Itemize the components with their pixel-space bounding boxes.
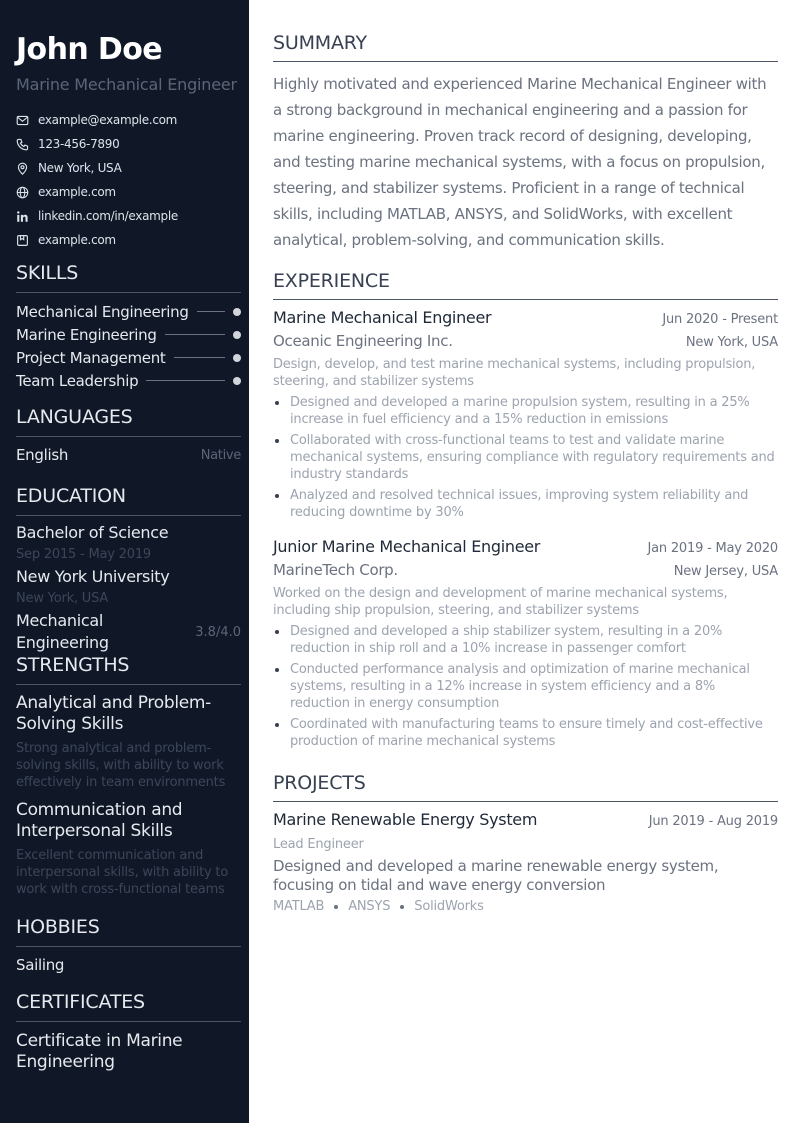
languages-title: LANGUAGES [16,406,133,428]
strength-item [16,800,241,898]
strength-title: Analytical and Problem-Solving Skills [16,693,212,734]
education-title: EDUCATION [16,485,126,507]
job-dates: Jan 2019 - May 2020 [647,541,778,556]
contact-phone-text: 123-456-7890 [38,137,120,151]
contact-portfolio[interactable] [16,228,241,252]
job-company: Oceanic Engineering Inc. [273,332,453,350]
language-name: English [16,446,69,464]
experience-divider [273,299,778,300]
education-section [16,482,241,654]
education-dates: Sep 2015 - May 2019 [16,547,151,562]
education-school: New York University [16,567,170,586]
skill-line [146,380,225,381]
skill-item [16,346,241,369]
contact-email[interactable] [16,108,241,132]
skill-line [165,334,225,335]
skill-dot [233,354,241,362]
tag-separator [334,905,338,909]
contact-linkedin[interactable] [16,204,241,228]
achievement-item: Collaborated with cross-functional teams to test and validate marine mechanical systems, ensuring compliance with regulatory requirements and industry standards [273,432,778,483]
skill-item [16,323,241,346]
contact-email-text: example@example.com [38,113,178,127]
job-achievements [273,394,778,521]
skills-divider [16,292,241,293]
contact-website-text: example.com [38,185,116,199]
job-achievements [273,623,778,750]
languages-section [16,403,241,467]
skills-title: SKILLS [16,262,79,284]
contact-portfolio-text: example.com [38,233,116,247]
strength-desc: Excellent communication and interpersonal skills, with ability to work with cross-functional teams [16,848,229,897]
contact-website[interactable] [16,180,241,204]
education-degree: Bachelor of Science [16,523,169,542]
experience-item [273,537,778,754]
candidate-headline: Marine Mechanical Engineer [16,75,237,94]
achievement-item: Coordinated with manufacturing teams to ensure timely and cost-effective production of marine mechanical systems [273,716,778,750]
skill-dot [233,377,241,385]
certificates-title: CERTIFICATES [16,991,145,1013]
phone-icon [16,138,29,151]
certificate-item: Certificate in Marine Engineering [16,1031,183,1072]
skill-line [197,311,225,312]
strengths-section [16,651,241,898]
language-level: Native [200,447,241,463]
contact-location-text: New York, USA [38,161,122,175]
achievement-item: Designed and developed a ship stabilizer system, resulting in a 20% reduction in ship roll and a 10% increase in passenger comfort [273,623,778,657]
strengths-divider [16,684,241,685]
contact-location [16,156,241,180]
skill-label: Team Leadership [16,372,146,390]
achievement-item: Conducted performance analysis and optimization of marine mechanical systems, resulting in a 12% increase in system efficiency and a 8% reduction in energy consumption [273,661,778,712]
project-tags [273,899,778,914]
summary-divider [273,61,778,62]
job-description: Design, develop, and test marine mechanical systems, including propulsion, steering, and stabilizer systems [273,357,756,389]
education-divider [16,515,241,516]
project-role: Lead Engineer [273,837,364,852]
education-location: New York, USA [16,591,109,606]
languages-divider [16,436,241,437]
project-name: Marine Renewable Energy System [273,810,538,829]
skill-item [16,369,241,392]
hobby-item: Sailing [16,956,65,974]
tag-separator [400,905,404,909]
projects-section [273,770,778,802]
skill-line [174,357,225,358]
strength-desc: Strong analytical and problem-solving skills, with ability to work effectively in team environments [16,741,226,790]
project-item [273,810,778,914]
experience-section [273,268,778,300]
hobbies-section [16,913,241,977]
experience-title: EXPERIENCE [273,270,390,292]
skill-item [16,300,241,323]
bookmark-icon [16,234,29,247]
job-dates: Jun 2020 - Present [662,312,778,327]
job-title: Marine Mechanical Engineer [273,308,492,327]
skill-label: Marine Engineering [16,326,165,344]
linkedin-icon [16,210,29,223]
project-tag: MATLAB [273,899,325,914]
job-location: New York, USA [685,335,778,350]
strength-item [16,693,241,791]
job-company: MarineTech Corp. [273,561,398,579]
strength-title: Communication and Interpersonal Skills [16,800,183,841]
projects-divider [273,801,778,802]
summary-text: Highly motivated and experienced Marine Mechanical Engineer with a strong background in mechanical engineering and a passion for marine engineering. Proven track record of designing, developing, and testing marine mechanical systems, with a focus on propulsion, steering, and stabilizer systems. Proficient in a range of technical skills, including MATLAB, ANSYS, and SolidWorks, with excellent analytical, problem-solving, and communication skills. [273,75,767,249]
skill-label: Mechanical Engineering [16,303,197,321]
sidebar [0,0,249,1123]
job-description: Worked on the design and development of marine mechanical systems, including ship propulsion, steering, and stabilizer systems [273,586,728,618]
summary-section [273,30,778,253]
location-icon [16,162,29,175]
project-tag: ANSYS [348,899,391,914]
achievement-item: Analyzed and resolved technical issues, improving system reliability and reducing downtime by 30% [273,487,778,521]
job-location: New Jersey, USA [673,564,778,579]
achievement-item: Designed and developed a marine propulsion system, resulting in a 25% increase in fuel efficiency and a 15% reduction in emissions [273,394,778,428]
education-field: Mechanical Engineering [16,611,109,652]
projects-title: PROJECTS [273,772,366,794]
language-item [16,443,241,467]
certificates-divider [16,1021,241,1022]
skill-dot [233,331,241,339]
education-gpa: 3.8/4.0 [195,624,241,640]
skill-dot [233,308,241,316]
summary-title: SUMMARY [273,32,367,54]
skills-section [16,259,241,392]
project-description: Designed and developed a marine renewable energy system, focusing on tidal and wave energy conversion [273,857,719,894]
strengths-title: STRENGTHS [16,654,130,676]
certificates-section [16,988,241,1073]
project-dates: Jun 2019 - Aug 2019 [648,814,778,829]
skill-label: Project Management [16,349,174,367]
job-title: Junior Marine Mechanical Engineer [273,537,541,556]
contact-list [16,108,241,252]
hobbies-title: HOBBIES [16,916,100,938]
experience-item [273,308,778,525]
hobbies-divider [16,946,241,947]
project-tag: SolidWorks [414,899,484,914]
globe-icon [16,186,29,199]
mail-icon [16,114,29,127]
contact-linkedin-text: linkedin.com/in/example [38,209,178,223]
candidate-name: John Doe [16,32,162,67]
contact-phone[interactable] [16,132,241,156]
